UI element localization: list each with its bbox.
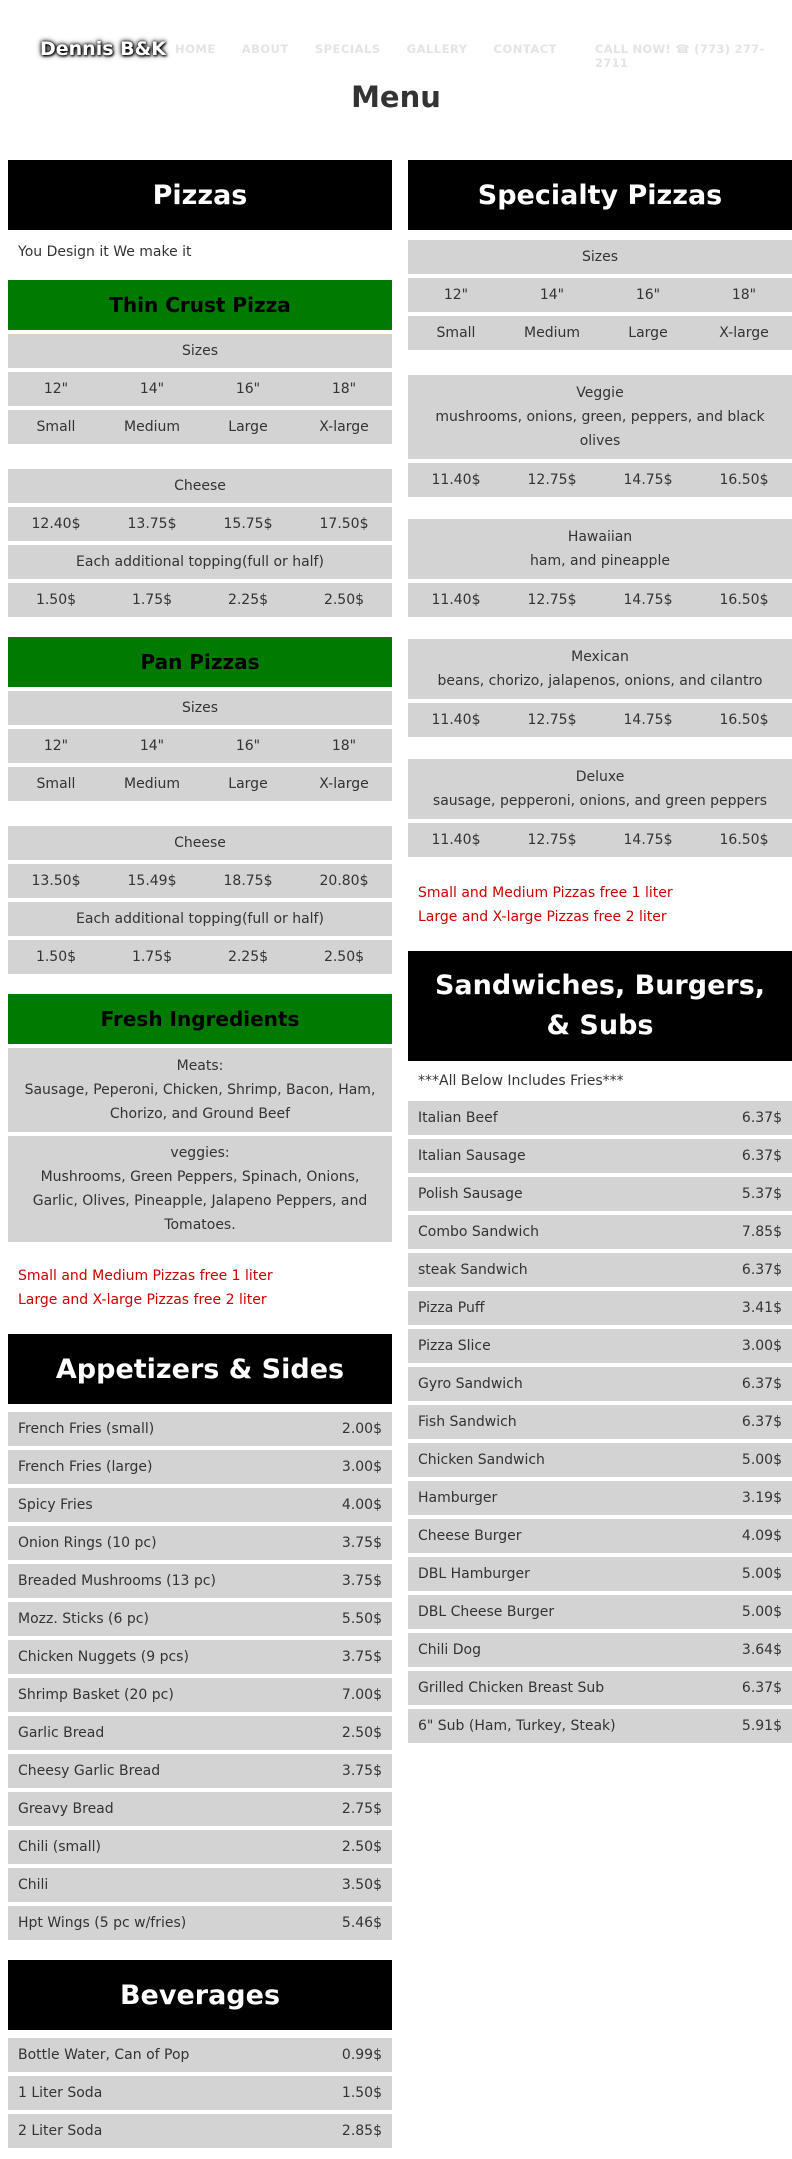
item-name: Hpt Wings (5 pc w/fries) [18, 1915, 187, 1931]
size-name: Medium [124, 776, 180, 792]
item-name: Chili Dog [418, 1642, 481, 1658]
item-name: Shrimp Basket (20 pc) [18, 1687, 174, 1703]
sandwiches-list [408, 1101, 792, 1743]
specialty-pizza-box [408, 759, 792, 819]
sandwiches-header: Sandwiches, Burgers, & Subs [408, 951, 792, 1061]
item-name: Pizza Puff [418, 1300, 485, 1316]
free-drink-note-2: Large and X-large Pizzas free 2 liter [18, 1292, 267, 1308]
item-price: 5.46$ [341, 1915, 382, 1931]
brand-logo[interactable]: Dennis B&K [40, 38, 166, 60]
specialty-desc: beans, chorizo, jalapenos, onions, and cilantro [437, 673, 763, 689]
menu-item-row [8, 1640, 392, 1674]
item-name: Greavy Bread [18, 1801, 114, 1817]
price: 11.40$ [431, 712, 481, 728]
nav-gallery[interactable]: GALLERY [406, 42, 468, 56]
meats-list: Sausage, Peperoni, Chicken, Shrimp, Bacon, Ham, Chorizo, and Ground Beef [24, 1082, 376, 1122]
pan-names-row [8, 767, 392, 801]
price: 12.75$ [527, 832, 577, 848]
menu-item-row [8, 1488, 392, 1522]
menu-item-row [408, 1671, 792, 1705]
size-name: X-large [719, 325, 769, 341]
size-name: Large [228, 419, 268, 435]
item-price: 5.00$ [741, 1452, 782, 1468]
beverages-list [8, 2038, 392, 2148]
item-name: Spicy Fries [18, 1497, 93, 1513]
price: 2.50$ [323, 949, 365, 965]
item-name: Pizza Slice [418, 1338, 491, 1354]
price: 15.49$ [127, 873, 177, 889]
item-price: 3.75$ [341, 1535, 382, 1551]
item-name: 2 Liter Soda [18, 2123, 103, 2139]
appetizers-list [8, 1412, 392, 1940]
menu-item-row [408, 1177, 792, 1211]
item-name: steak Sandwich [418, 1262, 528, 1278]
item-name: Chicken Sandwich [418, 1452, 545, 1468]
price: 12.75$ [527, 472, 577, 488]
item-name: French Fries (large) [18, 1459, 153, 1475]
specialty-pizza-box [408, 519, 792, 579]
menu-item-row [408, 1329, 792, 1363]
specialty-pizza-box [408, 639, 792, 699]
item-price: 0.99$ [341, 2047, 382, 2063]
menu-item-row [408, 1443, 792, 1477]
menu-item-row [408, 1215, 792, 1249]
specialty-name: Deluxe [575, 769, 625, 785]
price: 12.40$ [31, 516, 81, 532]
size-inch: 18" [331, 738, 357, 754]
menu-item-row [408, 1367, 792, 1401]
item-name: Grilled Chicken Breast Sub [418, 1680, 605, 1696]
item-name: Chili [18, 1877, 49, 1893]
pizzas-header: Pizzas [8, 160, 392, 230]
size-inch: 12" [443, 287, 469, 303]
top-nav [0, 0, 792, 80]
price: 1.75$ [131, 949, 173, 965]
price: 20.80$ [319, 873, 369, 889]
item-price: 5.00$ [741, 1604, 782, 1620]
specialty-desc: sausage, pepperoni, onions, and green peppers [432, 793, 768, 809]
pan-sizes-label: Sizes [8, 691, 392, 725]
size-name: Medium [524, 325, 580, 341]
price: 1.50$ [35, 949, 77, 965]
size-inch: 12" [43, 738, 69, 754]
size-inch: 18" [331, 381, 357, 397]
fresh-ingredients-header: Fresh Ingredients [8, 994, 392, 1044]
item-name: DBL Cheese Burger [418, 1604, 555, 1620]
item-price: 5.37$ [741, 1186, 782, 1202]
specialty-pizza-box [408, 375, 792, 459]
item-price: 6.37$ [741, 1414, 782, 1430]
free-drink-note-1: Small and Medium Pizzas free 1 liter [418, 885, 673, 901]
item-price: 6.37$ [741, 1110, 782, 1126]
menu-item-row [408, 1481, 792, 1515]
price: 16.50$ [719, 832, 769, 848]
fries-note: ***All Below Includes Fries*** [418, 1073, 624, 1089]
free-drink-note-2: Large and X-large Pizzas free 2 liter [418, 909, 667, 925]
nav-about[interactable]: ABOUT [241, 42, 289, 56]
price: 11.40$ [431, 472, 481, 488]
item-name: Cheesy Garlic Bread [18, 1763, 161, 1779]
item-price: 6.37$ [741, 1680, 782, 1696]
size-name: X-large [319, 419, 369, 435]
item-name: Breaded Mushrooms (13 pc) [18, 1573, 216, 1589]
menu-item-row [8, 1754, 392, 1788]
menu-item-row [8, 1678, 392, 1712]
pan-topping-label: Each additional topping(full or half) [8, 902, 392, 936]
thin-cheese-label: Cheese [8, 469, 392, 503]
item-price: 3.75$ [341, 1763, 382, 1779]
item-name: Italian Beef [418, 1110, 498, 1126]
price: 17.50$ [319, 516, 369, 532]
size-inch: 18" [731, 287, 757, 303]
item-price: 3.50$ [341, 1877, 382, 1893]
price: 16.50$ [719, 712, 769, 728]
item-name: Polish Sausage [418, 1186, 523, 1202]
meats-box [8, 1048, 392, 1132]
menu-item-row [8, 1830, 392, 1864]
item-name: 1 Liter Soda [18, 2085, 103, 2101]
thin-cheese-prices [8, 507, 392, 541]
veggies-list: Mushrooms, Green Peppers, Spinach, Onions, Garlic, Olives, Pineapple, Jalapeno Peppers, and Tomatoes. [32, 1169, 368, 1233]
menu-item-row [8, 1526, 392, 1560]
price: 11.40$ [431, 592, 481, 608]
size-name: Large [628, 325, 668, 341]
left-column [8, 160, 392, 2152]
thin-names-row [8, 410, 392, 444]
price: 15.75$ [223, 516, 273, 532]
item-price: 2.50$ [341, 1839, 382, 1855]
veggies-box [8, 1136, 392, 1242]
item-price: 1.50$ [341, 2085, 382, 2101]
meats-label: Meats: [176, 1058, 224, 1074]
menu-item-row [8, 2038, 392, 2072]
price: 16.50$ [719, 472, 769, 488]
menu-item-row [408, 1253, 792, 1287]
item-name: DBL Hamburger [418, 1566, 530, 1582]
specialty-inches-row [408, 278, 792, 312]
item-name: Onion Rings (10 pc) [18, 1535, 157, 1551]
spacer [408, 857, 792, 879]
size-name: Small [36, 419, 76, 435]
price: 1.75$ [131, 592, 173, 608]
thin-sizes-label: Sizes [8, 334, 392, 368]
item-name: Gyro Sandwich [418, 1376, 523, 1392]
item-name: French Fries (small) [18, 1421, 155, 1437]
pan-cheese-prices [8, 864, 392, 898]
price: 14.75$ [623, 592, 673, 608]
item-name: Italian Sausage [418, 1148, 526, 1164]
item-name: Chili (small) [18, 1839, 101, 1855]
item-name: Bottle Water, Can of Pop [18, 2047, 190, 2063]
appetizers-header: Appetizers & Sides [8, 1334, 392, 1404]
nav-contact[interactable]: CONTACT [493, 42, 558, 56]
nav-links [175, 42, 557, 56]
veggies-label: veggies: [170, 1145, 230, 1161]
size-inch: 16" [635, 287, 661, 303]
pan-inches-row [8, 729, 392, 763]
specialty-name: Veggie [576, 385, 624, 401]
price: 2.25$ [227, 592, 269, 608]
specialty-prices-row [408, 463, 792, 497]
spacer [408, 497, 792, 519]
item-price: 2.85$ [341, 2123, 382, 2139]
menu-item-row [8, 1868, 392, 1902]
price: 2.25$ [227, 949, 269, 965]
menu-item-row [408, 1139, 792, 1173]
item-price: 3.64$ [741, 1642, 782, 1658]
price: 13.75$ [127, 516, 177, 532]
specialty-prices-row [408, 823, 792, 857]
pan-topping-prices [8, 940, 392, 974]
price: 12.75$ [527, 592, 577, 608]
right-column [408, 160, 792, 1747]
item-price: 3.75$ [341, 1649, 382, 1665]
item-name: Combo Sandwich [418, 1224, 540, 1240]
size-inch: 14" [139, 381, 165, 397]
thin-crust-header: Thin Crust Pizza [8, 280, 392, 330]
item-price: 6.37$ [741, 1376, 782, 1392]
specialty-name: Hawaiian [567, 529, 633, 545]
item-price: 7.00$ [341, 1687, 382, 1703]
item-name: Cheese Burger [418, 1528, 522, 1544]
item-price: 5.50$ [341, 1611, 382, 1627]
item-price: 3.00$ [341, 1459, 382, 1475]
menu-item-row [408, 1101, 792, 1135]
size-name: Medium [124, 419, 180, 435]
price: 11.40$ [431, 832, 481, 848]
item-name: Chicken Nuggets (9 pcs) [18, 1649, 189, 1665]
menu-item-row [408, 1557, 792, 1591]
specialty-name: Mexican [571, 649, 629, 665]
item-price: 3.00$ [741, 1338, 782, 1354]
price: 1.50$ [35, 592, 77, 608]
item-price: 4.00$ [341, 1497, 382, 1513]
specialty-pizzas-header: Specialty Pizzas [408, 160, 792, 230]
menu-item-row [8, 1906, 392, 1940]
thin-topping-label: Each additional topping(full or half) [8, 545, 392, 579]
nav-home[interactable]: HOME [175, 42, 216, 56]
price: 14.75$ [623, 832, 673, 848]
menu-item-row [8, 2076, 392, 2110]
menu-item-row [408, 1595, 792, 1629]
menu-item-row [8, 1602, 392, 1636]
specialty-prices-row [408, 583, 792, 617]
item-price: 3.19$ [741, 1490, 782, 1506]
item-price: 6.37$ [741, 1262, 782, 1278]
item-price: 2.75$ [341, 1801, 382, 1817]
specialty-prices-row [408, 703, 792, 737]
size-inch: 14" [539, 287, 565, 303]
menu-item-row [8, 2114, 392, 2148]
price: 18.75$ [223, 873, 273, 889]
price: 2.50$ [323, 592, 365, 608]
thin-inches-row [8, 372, 392, 406]
size-inch: 14" [139, 738, 165, 754]
specialty-desc: mushrooms, onions, green, peppers, and black olives [435, 409, 765, 449]
item-price: 7.85$ [741, 1224, 782, 1240]
menu-item-row [8, 1792, 392, 1826]
size-name: Small [36, 776, 76, 792]
size-inch: 16" [235, 738, 261, 754]
spacer [408, 737, 792, 759]
item-price: 5.91$ [741, 1718, 782, 1734]
specialty-list [408, 375, 792, 879]
item-price: 4.09$ [741, 1528, 782, 1544]
item-price: 3.41$ [741, 1300, 782, 1316]
menu-item-row [8, 1412, 392, 1446]
page-title: Menu [351, 80, 441, 114]
item-price: 6.37$ [741, 1148, 782, 1164]
item-price: 5.00$ [741, 1566, 782, 1582]
menu-item-row [408, 1519, 792, 1553]
menu-item-row [408, 1405, 792, 1439]
specialty-names-row [408, 316, 792, 350]
size-name: Small [436, 325, 476, 341]
menu-item-row [8, 1564, 392, 1598]
beverages-header: Beverages [8, 1960, 392, 2030]
nav-specials[interactable]: SPECIALS [314, 42, 381, 56]
item-price: 2.50$ [341, 1725, 382, 1741]
price: 13.50$ [31, 873, 81, 889]
price: 14.75$ [623, 712, 673, 728]
price: 16.50$ [719, 592, 769, 608]
item-price: 2.00$ [341, 1421, 382, 1437]
item-name: Mozz. Sticks (6 pc) [18, 1611, 149, 1627]
pan-pizzas-header: Pan Pizzas [8, 637, 392, 687]
item-name: Garlic Bread [18, 1725, 105, 1741]
menu-item-row [8, 1716, 392, 1750]
size-inch: 12" [43, 381, 69, 397]
free-drink-note-1: Small and Medium Pizzas free 1 liter [18, 1268, 273, 1284]
item-name: 6" Sub (Ham, Turkey, Steak) [418, 1718, 616, 1734]
spacer [408, 617, 792, 639]
item-name: Fish Sandwich [418, 1414, 517, 1430]
price: 12.75$ [527, 712, 577, 728]
item-name: Hamburger [418, 1490, 498, 1506]
size-name: X-large [319, 776, 369, 792]
item-price: 3.75$ [341, 1573, 382, 1589]
menu-item-row [8, 1450, 392, 1484]
specialty-sizes-label: Sizes [408, 240, 792, 274]
menu-item-row [408, 1291, 792, 1325]
pan-cheese-label: Cheese [8, 826, 392, 860]
pizzas-tagline: You Design it We make it [18, 243, 192, 260]
size-inch: 16" [235, 381, 261, 397]
menu-item-row [408, 1633, 792, 1667]
size-name: Large [228, 776, 268, 792]
thin-topping-prices [8, 583, 392, 617]
menu-item-row [408, 1709, 792, 1743]
price: 14.75$ [623, 472, 673, 488]
call-now-link[interactable]: CALL NOW! ☎ (773) 277-2711 [595, 42, 765, 70]
specialty-desc: ham, and pineapple [530, 553, 670, 569]
